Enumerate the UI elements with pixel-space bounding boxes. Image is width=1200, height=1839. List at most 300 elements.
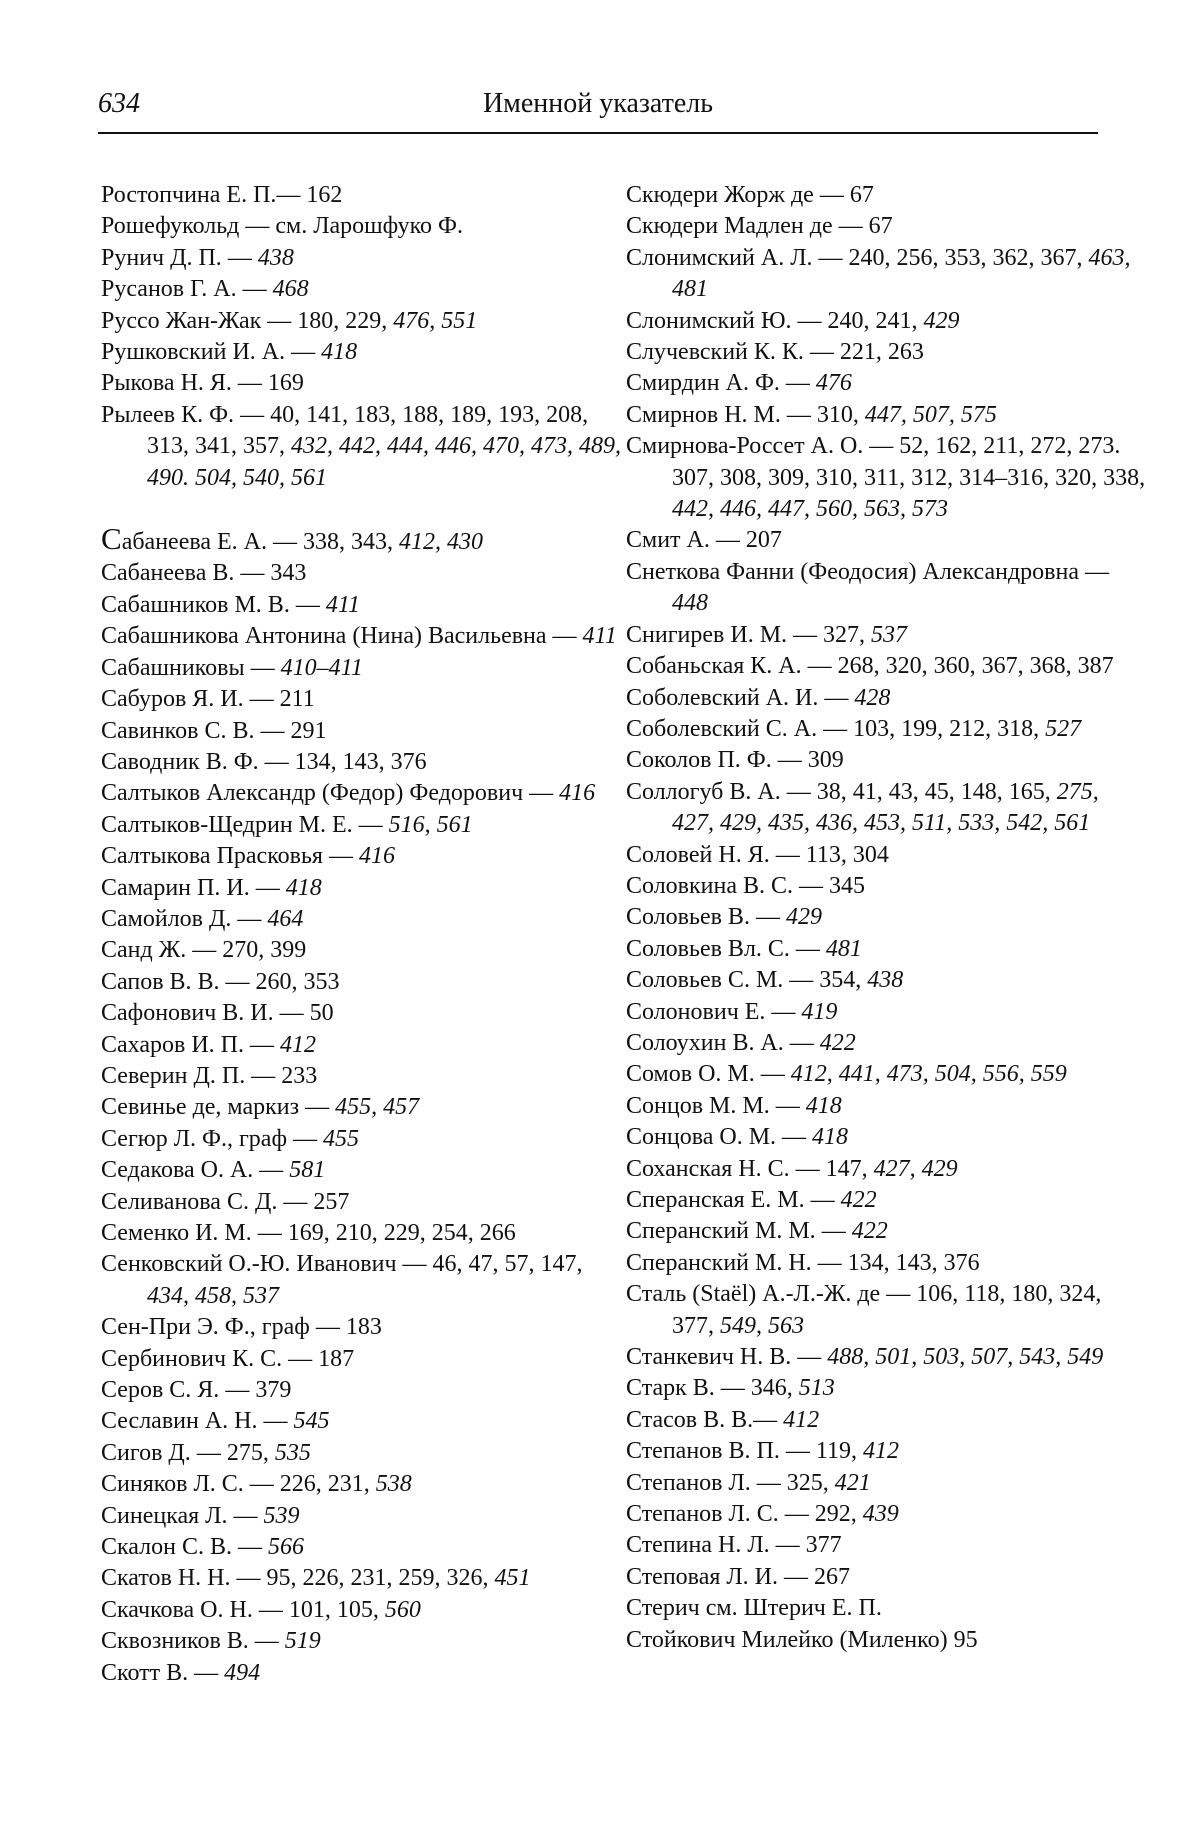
index-entry [101,873,621,904]
index-entry [626,1405,1146,1436]
index-entry [626,1468,1146,1499]
entry-separator: — [783,967,820,994]
entry-separator: — [243,686,280,713]
entry-separator: — [832,213,869,240]
entry-separator: — [254,717,291,744]
entry-separator: — [815,1218,852,1245]
entry-separator: — [779,370,816,397]
entry-separator: — [227,1502,264,1529]
entry-separator: — [769,841,806,868]
entry-name: Рошефукольд [101,213,240,240]
entry-name: Седакова О. А. [101,1157,254,1184]
entry-pages: 40, 141, 183, 188, 189, 193, 208, 313, 341, 357, [147,401,589,460]
index-entry [626,1499,1146,1530]
entry-pages-italic: 419 [801,998,838,1025]
entry-separator: — [219,968,256,995]
index-entry [626,400,1146,431]
entry-separator: — [287,1125,324,1152]
entry-separator: — [789,1155,826,1182]
index-entry [626,1216,1146,1247]
index-entry [101,1030,621,1061]
index-entry [626,1059,1146,1090]
entry-name: Степанов В. П. [626,1438,780,1465]
index-entry [101,810,621,841]
entry-name: Стерич см. Штерич Е. П. [626,1595,882,1622]
entry-name: Стасов В. В. [626,1406,754,1433]
entry-name: Смирнов Н. М. [626,401,781,428]
section-initial: С [101,521,122,557]
index-entry [626,1248,1146,1279]
entry-name: Русанов Г. А. [101,276,237,303]
entry-pages-italic: 448 [672,590,708,617]
entry-name: Скатов Н. Н. [101,1565,231,1592]
entry-pages: 103, 199, 212, 318, [853,715,1046,742]
entry-name: Рунич Д. П. [101,244,222,271]
entry-pages-italic: 463, 481 [672,244,1131,303]
entry-name: Сабуров Я. И. [101,686,244,713]
entry-separator: — [244,654,281,681]
index-entry [101,935,621,966]
index-entry [101,368,621,399]
header-rule [98,132,1098,134]
entry-pages-italic: 516, 561 [388,811,473,838]
entry-separator: — [234,560,271,587]
index-entry [626,1625,1146,1656]
entry-pages-italic: 416 [559,780,596,807]
entry-name: Синецкая Л. [101,1502,228,1529]
index-entry [101,1438,621,1469]
entry-name: Рылеев К. Ф. [101,401,235,428]
entry-name: Собаньская К. А. [626,653,802,680]
index-entry [626,368,1146,399]
entry-pages: 327, [823,621,872,648]
index-entry [101,337,621,368]
entry-pages-italic: 429 [923,307,960,334]
index-entry [101,180,621,211]
entry-pages-italic: 412 [783,1406,820,1433]
entry-name: Сперанская Е. М. [626,1187,805,1213]
entry-separator: — [863,433,900,460]
entry-name: Ростопчина Е. П. [101,182,277,208]
entry-separator: — [754,1061,791,1088]
entry-pages: 101, 105, [288,1596,385,1623]
entry-pages: 162 [306,182,343,208]
index-entry [626,683,1146,714]
index-entry [626,1593,1146,1624]
entry-name: Соболевский С. А. [626,715,818,742]
entry-pages: 67 [849,182,874,208]
entry-pages-italic: 434, 458, 537 [147,1282,279,1309]
index-entry [626,306,1146,337]
entry-pages: 338, 343, [303,529,400,556]
entry-name: Сабашниковы [101,654,245,681]
entry-name: Скотт В. [101,1659,189,1686]
entry-separator: — [812,244,849,271]
index-entry [101,590,621,621]
entry-pages-italic: 428 [854,684,891,711]
entry-pages-italic: 545 [293,1408,330,1435]
index-entry [101,998,621,1029]
index-entry [626,1154,1146,1185]
entry-pages-italic: 481 [825,935,862,962]
entry-pages: 221, 263 [839,339,924,366]
entry-pages: 207 [745,527,782,554]
entry-name: Скюдери Мадлен де [626,213,833,240]
entry-name: Самойлов Д. [101,905,232,932]
entry-pages-italic: 451 [494,1565,531,1592]
entry-name: Савинков С. В. [101,717,255,744]
index-entry [101,1249,621,1312]
entry-pages: 275, [226,1439,275,1466]
entry-name: Сабанеева В. [101,560,235,587]
entry-separator: — [282,1345,319,1372]
entry-name: Сомов О. М. [626,1061,755,1088]
entry-name: Самарин П. И. [101,874,250,901]
entry-separator: — [1079,558,1109,585]
index-entry [626,934,1146,965]
entry-pages: 268, 320, 360, 367, 368, 387 [837,653,1114,680]
entry-name: Сербинович К. С. [101,1345,283,1372]
entry-separator: — [231,370,268,397]
entry-pages: 147, [825,1155,874,1182]
index-entry [626,1028,1146,1059]
entry-pages: 291 [290,717,327,744]
entry-separator: — [709,527,746,554]
index-entry [626,180,1146,211]
index-entry [101,1532,621,1563]
index-entry [101,1563,621,1594]
entry-pages-italic: 539 [263,1502,300,1529]
entry-pages: 46, 47, 57, 147, [432,1251,583,1278]
entry-name: Сенковский О.-Ю. Иванович [101,1251,397,1278]
entry-separator: — [244,1031,280,1058]
entry-name: Соханская Н. С. [626,1155,790,1182]
entry-name: Сонцова О. М. [626,1124,777,1151]
entry-name: Селиванова С. Д. [101,1188,278,1215]
entry-separator: — [396,1251,433,1278]
entry-separator: — [714,1375,751,1402]
entry-separator: — [811,1249,848,1276]
index-entry [626,1091,1146,1122]
entry-name: Сахаров И. П. [101,1031,244,1058]
entry-name: Северин Д. П. [101,1062,246,1089]
entry-separator: — [791,1344,828,1371]
entry-separator: — [322,843,359,870]
entry-pages: 343 [270,560,307,587]
entry-separator: — [523,780,560,807]
entry-pages-italic: 535 [274,1439,311,1466]
entry-name: Сталь (Staël) А.-Л.-Ж. де [626,1281,881,1308]
index-entry [101,778,621,809]
entry-name: Скалон С. В. [101,1534,233,1561]
entry-pages: 309 [807,747,844,774]
index-entry [101,1375,621,1406]
entry-pages: 134, 143, 376 [847,1249,980,1276]
entry-pages: 240, 241, [827,307,924,334]
entry-pages: 187 [318,1345,355,1372]
index-entry [101,1501,621,1532]
entry-pages-italic: 566 [268,1534,305,1561]
entry-pages-italic: 422 [851,1218,888,1245]
entry-separator: — [801,653,838,680]
entry-pages: 67 [868,213,893,240]
index-entry [626,1185,1146,1216]
entry-pages-italic: 537 [871,621,908,648]
entry-name: Соколов П. Ф. [626,747,772,774]
entry-separator: — [793,872,830,899]
entry-name: Снеткова Фанни (Феодосия) Александровна [626,558,1079,585]
entry-pages-italic: 560 [384,1596,421,1623]
index-entry [626,1530,1146,1561]
index-entry [101,523,621,558]
entry-separator: — [234,401,271,428]
entry-separator: — [232,1534,269,1561]
entry-pages: 257 [313,1188,350,1215]
entry-name: Соболевский А. И. [626,684,819,711]
entry-pages-italic: 411 [325,591,361,618]
entry-pages-italic: 432, 442, 444, 446, 470, 473, 489, 490. 504, 540, 561 [147,433,621,491]
entry-pages-italic: 439 [862,1501,899,1528]
entry-separator: — [243,1471,280,1498]
entry-separator: — [778,1501,815,1528]
entry-separator: — [769,1092,806,1119]
entry-pages-italic: 421 [834,1469,871,1496]
entry-name: Руссо Жан-Жак [101,307,262,334]
index-entry [101,558,621,589]
entry-pages: 377 [805,1532,842,1559]
entry-name: Сегюр Л. Ф., граф [101,1125,288,1152]
entry-pages-italic: 422 [819,1029,856,1056]
entry-name: Стойкович Милейко (Миленко) [626,1626,948,1653]
entry-name: Степовая Л. И. [626,1563,778,1590]
entry-pages-italic: 442, 446, 447, 560, 563, 573 [672,496,948,523]
entry-pages-italic: 488, 501, 503, 507, 543, 549 [827,1344,1104,1371]
index-entry [626,1279,1146,1342]
entry-separator: — [277,1188,314,1215]
entry-pages: 325, [786,1469,835,1496]
entry-name: Солонович Е. [626,998,766,1025]
index-entry [101,716,621,747]
entry-pages-italic: 422 [840,1187,877,1213]
entry-name: Салтыкова Прасковья [101,843,323,870]
index-entry [101,400,621,494]
entry-separator: — [245,1062,282,1089]
index-entry [101,904,621,935]
index-entry [101,1312,621,1343]
entry-separator: — [750,1469,787,1496]
index-entry [101,1658,621,1689]
index-entry [626,777,1146,840]
index-entry [626,651,1146,682]
entry-name-rest: абанеева Е. А. [121,529,268,556]
entry-pages-italic: 438 [257,244,294,271]
entry-pages-italic: 418 [812,1124,849,1151]
entry-separator: — [253,1157,290,1184]
index-entry [101,243,621,274]
entry-pages: 183 [345,1314,382,1341]
entry-name: Рыкова Н. Я. [101,370,232,397]
entry-name: Степина Н. Л. [626,1532,770,1559]
entry-pages: 354, [819,967,868,994]
entry-name: Семенко И. М. [101,1220,252,1246]
entry-pages-italic: 418 [805,1092,842,1119]
entry-separator: — [236,276,273,303]
entry-name: Серов С. Я. [101,1377,220,1404]
index-entry [101,747,621,778]
entry-pages-italic: 418 [321,339,358,366]
entry-pages-italic: 429 [785,904,822,931]
index-entry [626,714,1146,745]
entry-pages: 169, 210, 229, 254, 266 [287,1220,516,1246]
entry-separator: — [248,1628,285,1655]
entry-separator: — [780,778,817,805]
entry-separator: — [261,307,298,334]
entry-pages-italic: 519 [284,1628,321,1655]
entry-pages-italic: 581 [289,1157,326,1184]
entry-name: Салтыков Александр (Федор) Федорович [101,780,524,807]
entry-pages: 50 [309,1000,334,1027]
index-entry [626,525,1146,556]
entry-pages: 119, [815,1438,863,1465]
entry-name: Сен-При Э. Ф., граф [101,1314,310,1341]
entry-pages-italic: 416 [358,843,395,870]
entry-separator: — [299,1094,336,1121]
entry-pages-italic: 527 [1045,715,1082,742]
entry-name: Скачкова О. Н. [101,1596,253,1623]
entry-name: Солоухин В. А. [626,1029,784,1056]
entry-separator: — [779,1438,816,1465]
index-entry [626,1342,1146,1373]
index-entry [101,621,621,652]
entry-name: Смирдин А. Ф. [626,370,780,397]
index-entry [101,1187,621,1218]
entry-separator: — [186,937,223,964]
index-entry [101,841,621,872]
index-entry [626,997,1146,1028]
entry-pages: 52, 162, 211, 272, 273. 307, 308, 309, 310, 311, 312, 314–316, 320, 338, [672,433,1146,491]
entry-separator: — [249,874,286,901]
entry-pages-italic: 412, 430 [399,529,484,556]
entry-separator: — [219,1377,256,1404]
entry-name: Степанов Л. С. [626,1501,779,1528]
entry-name: Старк В. [626,1375,715,1402]
entry-pages-italic: 418 [285,874,322,901]
index-entry [626,337,1146,368]
index-entry [626,431,1146,525]
entry-pages: 38, 41, 43, 45, 148, 165, [816,778,1057,805]
entry-name: Севинье де, маркиз [101,1094,300,1121]
entry-pages: 310, [816,401,865,428]
entry-separator: — [221,244,258,271]
running-title: Именной указатель [482,88,714,119]
entry-separator: — [804,1187,841,1213]
page-header [98,88,1098,128]
entry-separator: — [787,621,824,648]
entry-name: Санд Ж. [101,937,187,964]
entry-pages-italic: 275, 427, 429, 435, 436, 453, 511, 533, 542, 561 [672,778,1099,837]
index-entry [626,243,1146,306]
entry-pages: 113, 304 [805,841,889,868]
entry-separator: — [776,1124,813,1151]
entry-separator: — [352,811,389,838]
entry-pages-italic: 476, 551 [393,307,478,334]
entry-name: Синяков Л. С. [101,1471,244,1498]
index-entry [626,620,1146,651]
entry-name: Соловей Н. Я. [626,841,770,868]
index-entry [626,1122,1146,1153]
index-entry [626,871,1146,902]
entry-name: Случевский К. К. [626,339,804,366]
index-column-left [101,180,621,1689]
index-entry [101,1626,621,1657]
entry-name [101,521,268,557]
entry-separator: — [765,998,802,1025]
entry-pages-italic: 412 [280,1031,316,1058]
entry-separator: — [813,182,850,208]
entry-name: Слонимский А. Л. [626,244,813,271]
entry-pages: 260, 353 [255,968,340,995]
entry-separator: — [239,213,276,240]
index-entry [626,902,1146,933]
entry-name: Смит А. [626,527,710,554]
index-column-right [626,180,1146,1656]
entry-pages: 346, [750,1375,799,1402]
entry-separator: — [309,1314,346,1341]
entry-separator: — [231,905,268,932]
entry-pages: 169 [267,370,304,397]
entry-separator: — [267,529,304,556]
entry-pages: 240, 256, 353, 362, 367, [848,244,1089,271]
index-entry [101,1092,621,1123]
entry-separator: — [188,1659,225,1686]
entry-separator: — [880,1281,917,1308]
entry-name: Сабашникова Антонина (Нина) Васильевна [101,623,547,650]
entry-pages: см. Ларошфуко Ф. [275,213,463,240]
entry-pages: 211 [279,686,315,713]
index-entry [101,1406,621,1437]
entry-pages-italic: 412 [862,1438,899,1465]
index-entry [101,1061,621,1092]
index-entry [101,1595,621,1626]
entry-separator: — [546,623,583,650]
index-entry [101,1218,621,1249]
index-entry [626,1436,1146,1467]
entry-separator: — [252,1596,289,1623]
entry-separator: — [276,182,307,208]
entry-pages-italic: 412, 441, 473, 504, 556, 559 [790,1061,1067,1088]
entry-pages-italic: 468 [272,276,309,303]
entry-separator: — [258,748,295,775]
index-entry [626,1562,1146,1593]
entry-name: Соловьев В. [626,904,750,931]
entry-pages: 95 [953,1626,978,1653]
index-entry [101,1469,621,1500]
entry-pages: 292, [814,1501,863,1528]
index-entry [101,1124,621,1155]
entry-name: Салтыков-Щедрин М. Е. [101,811,353,838]
entry-name: Станкевич Н. В. [626,1344,792,1371]
entry-name: Слонимский Ю. [626,307,792,334]
entry-name: Сперанский М. Н. [626,1249,812,1276]
index-entry [101,1155,621,1186]
index-entry [626,745,1146,776]
entry-pages: 95, 226, 231, 259, 326, [266,1565,495,1592]
entry-separator: — [780,401,817,428]
entry-pages: 267 [814,1563,850,1590]
entry-separator: — [789,935,826,962]
entry-name: Степанов Л. [626,1469,751,1496]
entry-separator: — [190,1439,227,1466]
